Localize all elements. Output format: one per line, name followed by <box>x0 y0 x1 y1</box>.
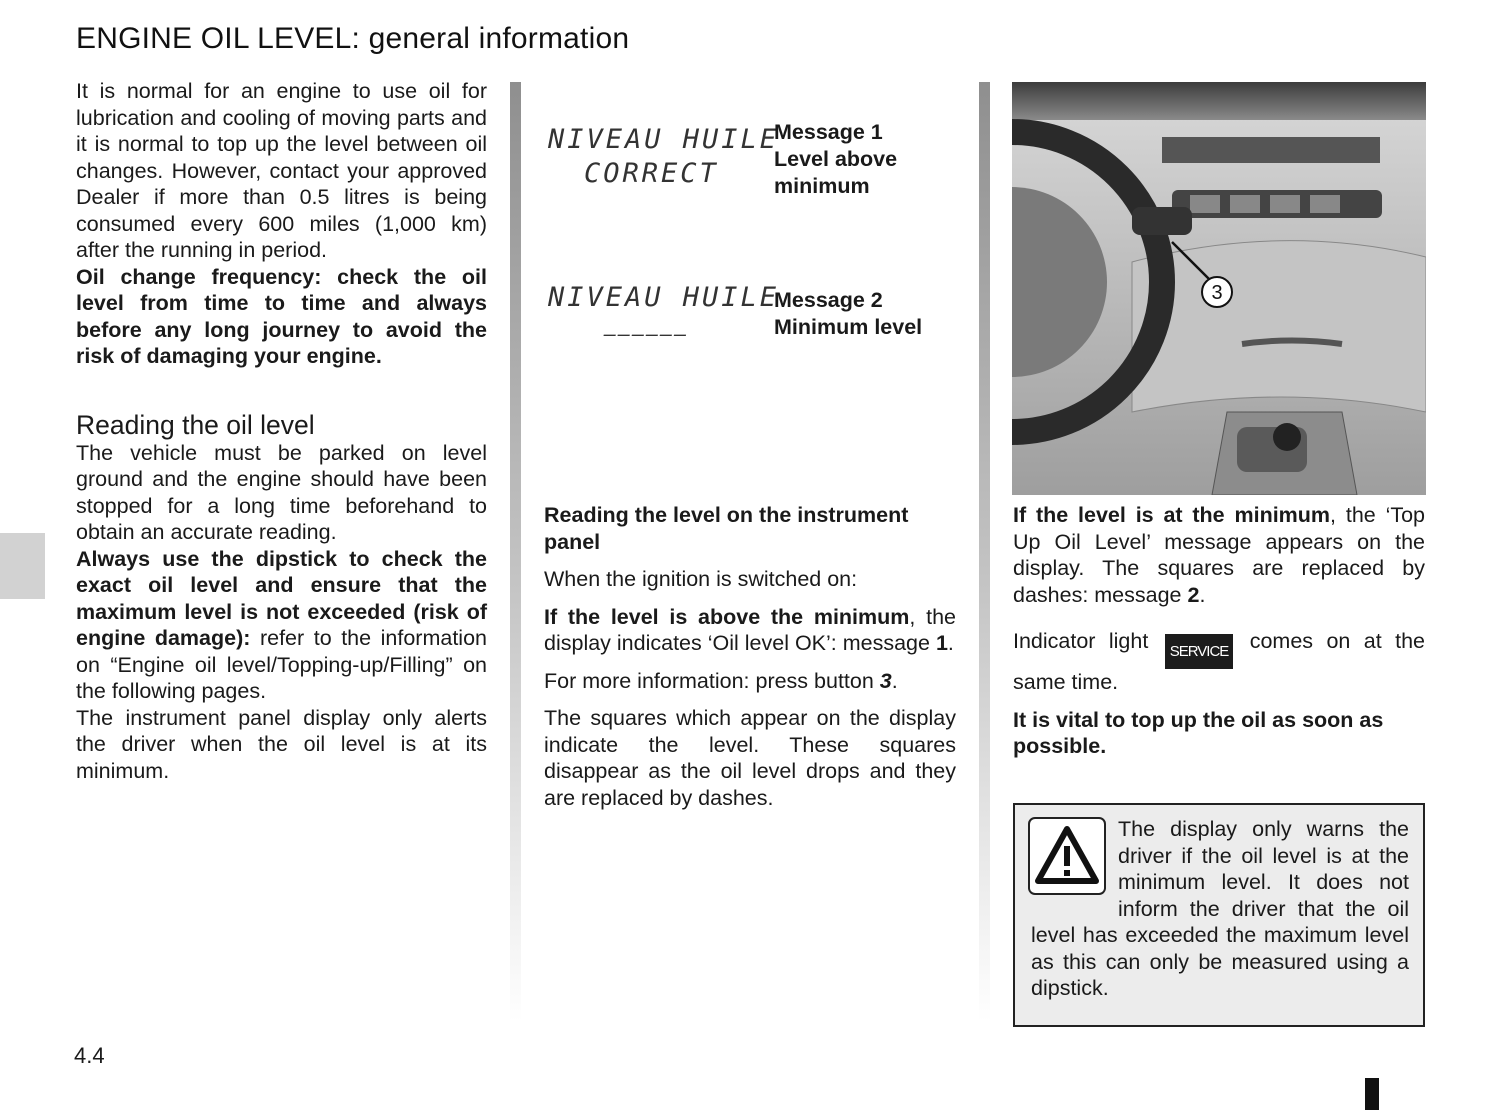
at-minimum-bold: If the level is at the minimum <box>1013 503 1331 527</box>
instrument-panel-heading: Reading the level on the instrument panel <box>544 503 909 554</box>
message-1-label <box>774 119 897 200</box>
reading-heading: Reading the oil level <box>76 409 315 440</box>
more-info-text: For more information: press button <box>544 668 880 693</box>
lcd-message-2-line1: NIVEAU HUILE <box>548 282 780 313</box>
page-edge-marker <box>1365 1078 1379 1110</box>
more-info-end: . <box>891 668 898 693</box>
indicator-pre: Indicator light <box>1013 629 1162 653</box>
panel-alert-paragraph: The instrument panel display only alerts the driver when the oil level is at its minimum. <box>76 705 487 783</box>
reading-paragraph: The vehicle must be parked on level ground and the engine should have been stopped for a long time beforehand to obtain an accurate reading. <box>76 440 487 544</box>
page-title: ENGINE OIL LEVEL: general information <box>76 22 630 55</box>
lcd-message-1-line2: CORRECT <box>584 158 719 189</box>
message-1-title: Message 1 <box>774 120 883 144</box>
message-1-desc-line2: minimum <box>774 174 870 198</box>
left-column <box>76 78 487 784</box>
callout-3: 3 <box>1211 282 1223 304</box>
indicator-paragraph <box>1013 628 1425 696</box>
intro-paragraph: It is normal for an engine to use oil for lubrication and cooling of moving parts and it is normal to top up the level between oil changes. However, contact your approved Dealer if more than 0.5 litres is being consumed every 600 miles (1,000 km) after the running in period. <box>76 79 487 262</box>
service-warning-icon: SERVICE <box>1165 634 1234 669</box>
column-divider-2 <box>979 82 990 1022</box>
above-minimum-bold: If the level is above the minimum <box>544 604 910 629</box>
dipstick-paragraph <box>76 546 487 705</box>
message-2-label <box>774 287 922 341</box>
column-divider-1 <box>510 82 521 1022</box>
chapter-tab <box>0 533 45 599</box>
message-1-desc-line1: Level above <box>774 147 898 171</box>
oil-change-frequency: Oil change frequency: check the oil level from time to time and always before any long journey to avoid the risk of damaging your engine. <box>76 264 487 368</box>
warning-box <box>1013 803 1425 1027</box>
at-minimum-text: , the ‘Top Up Oil Level’ message appears on the display. The squares are replaced by dashes: message <box>1013 503 1426 607</box>
middle-column <box>544 502 956 811</box>
warning-text: The display only warns the driver if the oil level is at the minimum level. It does not inform the driver that the oil level has exceeded the maximum level as this can only be measured using a dipstick. <box>1031 817 1409 1000</box>
message-ref-2: 2 <box>1187 582 1200 607</box>
squares-paragraph: The squares which appear on the display indicate the level. These squares disappear as the oil level drops and they are replaced by dashes. <box>544 706 956 810</box>
indicator-post: comes on at the same time. <box>1013 629 1425 694</box>
dipstick-bold: Always use the dipstick to check the exact oil level and ensure that the maximum level is not exceeded (risk of engine damage): <box>76 546 487 650</box>
button-ref-3: 3 <box>879 668 892 693</box>
message-2-title: Message 2 <box>774 288 883 312</box>
message-2-desc: Minimum level <box>774 315 923 339</box>
above-minimum-paragraph <box>544 604 956 657</box>
more-info-line <box>544 668 956 695</box>
warning-text-wrap <box>1031 816 1409 1002</box>
dashboard-photo <box>1012 82 1426 495</box>
dipstick-rest: refer to the information on “Engine oil level/Topping-up/Filling” on the following pages. <box>76 626 487 703</box>
lcd-message-2-line2: –––––– <box>604 322 689 346</box>
vital-paragraph: It is vital to top up the oil as soon as possible. <box>1013 707 1384 758</box>
message-ref-1: 1 <box>935 631 948 655</box>
at-minimum-end: . <box>1199 582 1206 607</box>
ignition-line: When the ignition is switched on: <box>544 567 858 591</box>
above-minimum-text: , the display indicates ‘Oil level OK’: message <box>544 604 956 655</box>
dashboard-illustration <box>1012 82 1426 495</box>
at-minimum-paragraph <box>1013 502 1425 608</box>
right-column <box>1013 502 1425 760</box>
above-minimum-end: . <box>947 631 954 655</box>
lcd-message-1-line1: NIVEAU HUILE <box>548 124 780 155</box>
page-number: 4.4 <box>74 1043 105 1068</box>
